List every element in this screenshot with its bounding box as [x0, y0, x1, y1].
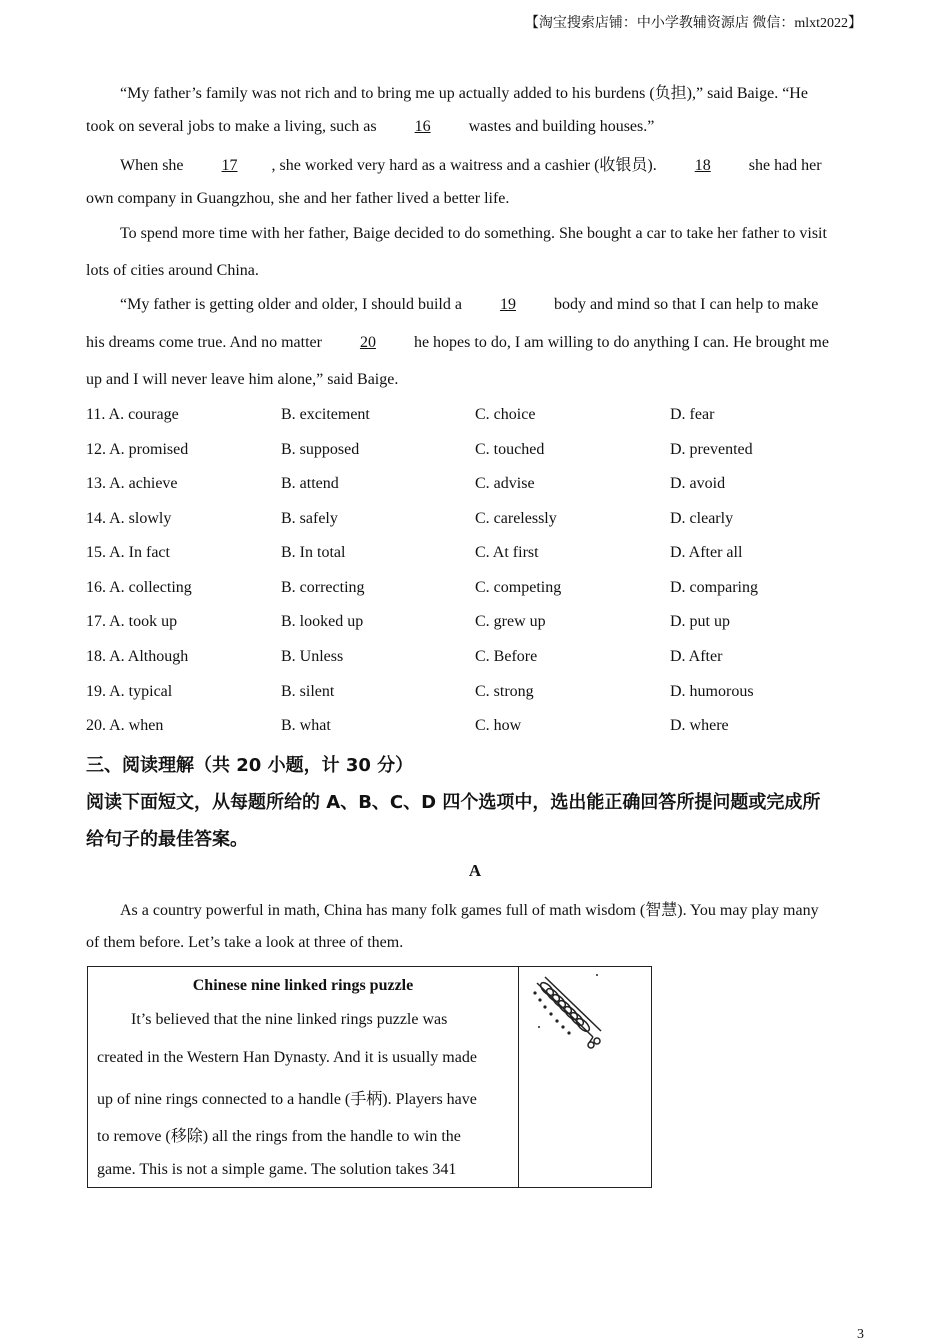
- table-cell-title: Chinese nine linked rings puzzle: [192, 977, 414, 994]
- option-a: 11. A. courage: [86, 406, 179, 423]
- option-a: 16. A. collecting: [86, 579, 192, 596]
- game-table: [87, 966, 652, 1188]
- blank-20: 20: [359, 334, 376, 351]
- option-c: C. touched: [475, 441, 545, 458]
- question-row: [86, 717, 864, 739]
- option-b: B. Unless: [281, 648, 344, 665]
- question-row: [86, 406, 864, 428]
- option-a: 15. A. In fact: [86, 544, 170, 561]
- option-d: D. clearly: [670, 510, 734, 527]
- table-cell-line: It’s believed that the nine linked rings puzzle was: [131, 1011, 448, 1028]
- paragraph-line: his dreams come true. And no matter 20 he hopes to do, I am willing to do anything I can. He brought me: [86, 334, 829, 351]
- section-instructions: 阅读下面短文，从每题所给的 A、B、C、D 四个选项中，选出能正确回答所提问题或完成所: [86, 792, 821, 813]
- option-d: D. fear: [670, 406, 715, 423]
- option-a: 12. A. promised: [86, 441, 189, 458]
- option-c: C. At first: [475, 544, 539, 561]
- question-row: [86, 544, 864, 566]
- option-a: 14. A. slowly: [86, 510, 172, 527]
- option-b: B. attend: [281, 475, 339, 492]
- question-row: [86, 613, 864, 635]
- page-header: 【淘宝搜索店铺：中小学教辅资源店 微信：mlxt2022】: [524, 16, 862, 31]
- blank-16: 16: [414, 118, 431, 135]
- blank-18: 18: [694, 157, 711, 174]
- option-a: 13. A. achieve: [86, 475, 178, 492]
- paragraph-line: own company in Guangzhou, she and her father lived a better life.: [86, 190, 510, 207]
- option-c: C. competing: [475, 579, 562, 596]
- table-cell-line: to remove (移除) all the rings from the handle to win the: [97, 1128, 461, 1145]
- blank-19: 19: [499, 296, 516, 313]
- option-b: B. looked up: [281, 613, 364, 630]
- option-d: D. avoid: [670, 475, 726, 492]
- table-image-cell: [519, 967, 652, 1187]
- option-b: B. excitement: [281, 406, 370, 423]
- option-b: B. safely: [281, 510, 338, 527]
- nine-linked-rings-illustration: [519, 967, 652, 1187]
- option-a: 18. A. Although: [86, 648, 189, 665]
- option-d: D. prevented: [670, 441, 753, 458]
- option-b: B. what: [281, 717, 331, 734]
- paragraph-line: As a country powerful in math, China has many folk games full of math wisdom (智慧). You may play many: [120, 902, 819, 919]
- section-instructions: 给句子的最佳答案。: [86, 829, 248, 850]
- option-a: 20. A. when: [86, 717, 164, 734]
- option-c: C. Before: [475, 648, 538, 665]
- option-d: D. humorous: [670, 683, 754, 700]
- option-b: B. supposed: [281, 441, 360, 458]
- passage-title: A: [468, 861, 482, 880]
- option-b: B. silent: [281, 683, 335, 700]
- option-c: C. choice: [475, 406, 536, 423]
- option-a: 19. A. typical: [86, 683, 173, 700]
- paragraph-line: of them before. Let’s take a look at three of them.: [86, 934, 404, 951]
- question-row: [86, 441, 864, 463]
- option-d: D. put up: [670, 613, 730, 630]
- question-row: [86, 579, 864, 601]
- page-number: 3: [857, 1327, 864, 1342]
- paragraph-line: took on several jobs to make a living, such as 16 wastes and building houses.”: [86, 118, 655, 135]
- table-cell-line: created in the Western Han Dynasty. And it is usually made: [97, 1049, 477, 1066]
- question-row: [86, 648, 864, 670]
- question-row: [86, 683, 864, 705]
- option-d: D. After: [670, 648, 723, 665]
- paragraph-line: To spend more time with her father, Baige decided to do something. She bought a car to take her father to visit: [120, 225, 827, 242]
- option-c: C. strong: [475, 683, 534, 700]
- paragraph-line: When she 17 , she worked very hard as a waitress and a cashier (收银员). 18 she had her: [120, 157, 822, 174]
- option-b: B. correcting: [281, 579, 365, 596]
- option-c: C. carelessly: [475, 510, 557, 527]
- question-row: [86, 475, 864, 497]
- section-heading: 三、阅读理解（共 20 小题，计 30 分）: [86, 755, 414, 776]
- table-text-cell: [88, 967, 519, 1187]
- option-c: C. advise: [475, 475, 535, 492]
- option-d: D. comparing: [670, 579, 758, 596]
- option-a: 17. A. took up: [86, 613, 178, 630]
- table-cell-line: game. This is not a simple game. The solution takes 341: [97, 1161, 457, 1178]
- question-row: [86, 510, 864, 532]
- option-c: C. grew up: [475, 613, 546, 630]
- option-d: D. After all: [670, 544, 743, 561]
- paragraph-line: “My father is getting older and older, I should build a 19 body and mind so that I can help to make: [120, 296, 819, 313]
- paragraph-line: “My father’s family was not rich and to bring me up actually added to his burdens (负担),” said Baige. “He: [120, 85, 808, 102]
- paragraph-line: lots of cities around China.: [86, 262, 259, 279]
- option-d: D. where: [670, 717, 729, 734]
- option-b: B. In total: [281, 544, 346, 561]
- table-cell-line: up of nine rings connected to a handle (手柄). Players have: [97, 1091, 477, 1108]
- blank-17: 17: [221, 157, 238, 174]
- option-c: C. how: [475, 717, 522, 734]
- paragraph-line: up and I will never leave him alone,” said Baige.: [86, 371, 399, 388]
